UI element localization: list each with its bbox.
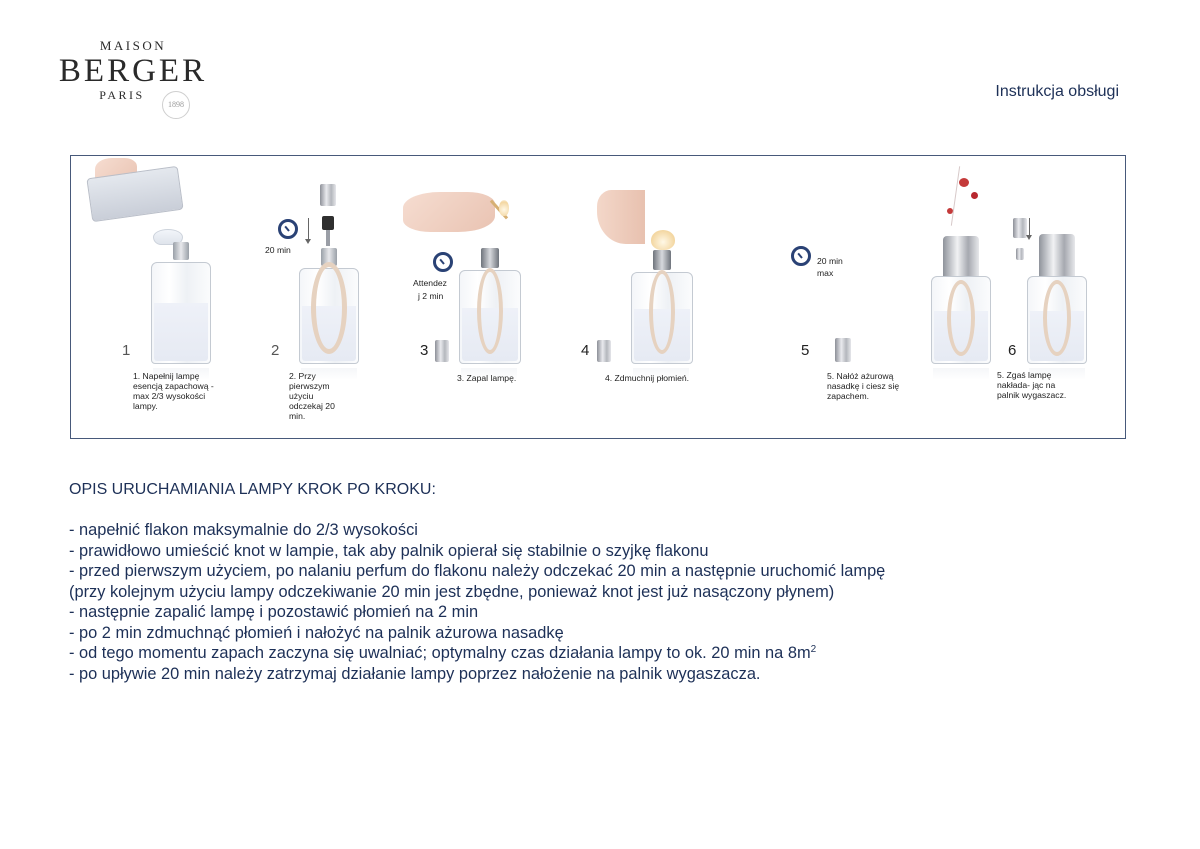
list-item: - przed pierwszym użyciem, po nalaniu perfum do flakonu należy odczekać 20 min a następnie uruchomić lampę (69, 562, 886, 580)
list-item: - po upływie 20 min należy zatrzymaj działanie lampy poprzez nałożenie na palnik wygaszacza. (69, 664, 761, 683)
flame-icon (651, 230, 675, 250)
timer-label-line2: max (817, 268, 834, 278)
list-item: - prawidłowo umieścić knot w lampie, tak aby palnik opierał się stabilnie o szyjkę flakonu (69, 541, 709, 560)
arrow-down-icon (308, 218, 309, 242)
lamp-bottle-illustration (299, 248, 359, 364)
extinguisher-cap-illustration (1013, 218, 1027, 238)
lamp-bottle-illustration (631, 250, 693, 364)
step-5 (731, 156, 971, 438)
step-4 (561, 156, 731, 438)
list-item: - następnie zapalić lampę i pozostawić płomień na 2 min (69, 603, 479, 621)
step-caption: 2. Przy pierwszym użyciu odczekaj 20 min. (289, 371, 335, 421)
logo-name: BERGER (58, 53, 208, 89)
list-item: - napełnić flakon maksymalnie do 2/3 wysokości (69, 521, 418, 539)
lamp-bottle-illustration (151, 242, 211, 364)
step-number: 4 (581, 342, 590, 359)
list-item (69, 643, 885, 664)
timer-label-bottom: j 2 min (418, 291, 444, 301)
list-item: - po 2 min zdmuchnąć płomień i nałożyć na palnik ażurowa nasadkę (69, 623, 564, 642)
list-item-text: - od tego momentu zapach zaczyna się uwalniać; optymalny czas działania lampy to ok. 20 min na 8m (69, 644, 811, 662)
step-caption: 5. Zgaś lampę nakłada- jąc na palnik wygaszacz. (997, 370, 1067, 400)
step-caption: 1. Napełnij lampę esencją zapachową - max 2/3 wysokości lampy. (133, 371, 214, 411)
document-title: Instrukcja obsługi (995, 83, 1119, 100)
timer-label-top: Attendez (413, 278, 447, 288)
step-caption: 5. Nałóż ażurową nasadkę i ciesz się zapachem. (827, 371, 900, 401)
burner-stem (326, 230, 330, 246)
cap-illustration (597, 340, 611, 362)
cap-illustration (435, 340, 449, 362)
step-number: 1 (122, 342, 131, 359)
step-6 (971, 156, 1125, 438)
step-1 (71, 156, 241, 438)
cap-illustration (320, 184, 336, 206)
clock-icon (278, 219, 298, 239)
superscript: 2 (810, 644, 817, 655)
timer-label: 20 min (265, 245, 291, 255)
lamp-bottle-illustration (459, 248, 521, 364)
step-number: 5 (801, 342, 810, 359)
hand-illustration (403, 192, 495, 232)
flame-icon (499, 200, 509, 216)
logo-maison: MAISON (99, 38, 167, 53)
face-illustration (597, 190, 645, 244)
step-3 (391, 156, 561, 438)
description-list (69, 520, 885, 684)
burner-illustration (322, 216, 334, 230)
lamp-bottle-illustration (1027, 234, 1087, 364)
step-number: 2 (271, 342, 280, 359)
step-caption: 3. Zapal lampę. (457, 373, 517, 383)
logo-city: PARIS (99, 88, 145, 102)
step-number: 6 (1008, 342, 1017, 359)
instructions-panel (70, 155, 1126, 439)
timer-label-line1: 20 min (817, 256, 843, 266)
logo-seal: 1898 (162, 91, 190, 119)
step-2 (241, 156, 391, 438)
cap-illustration (835, 338, 851, 362)
clock-icon (433, 252, 453, 272)
step-caption: 4. Zdmuchnij płomień. (605, 373, 690, 383)
step-number: 3 (420, 342, 429, 359)
extinguisher-base-illustration (1016, 248, 1024, 260)
list-item: (przy kolejnym użyciu lampy odczekiwanie 20 min jest zbędne, ponieważ knot jest już nasączony płynem) (69, 582, 835, 601)
description-heading: OPIS URUCHAMIANIA LAMPY KROK PO KROKU: (69, 481, 436, 498)
brand-logo (58, 38, 208, 109)
clock-icon (791, 246, 811, 266)
